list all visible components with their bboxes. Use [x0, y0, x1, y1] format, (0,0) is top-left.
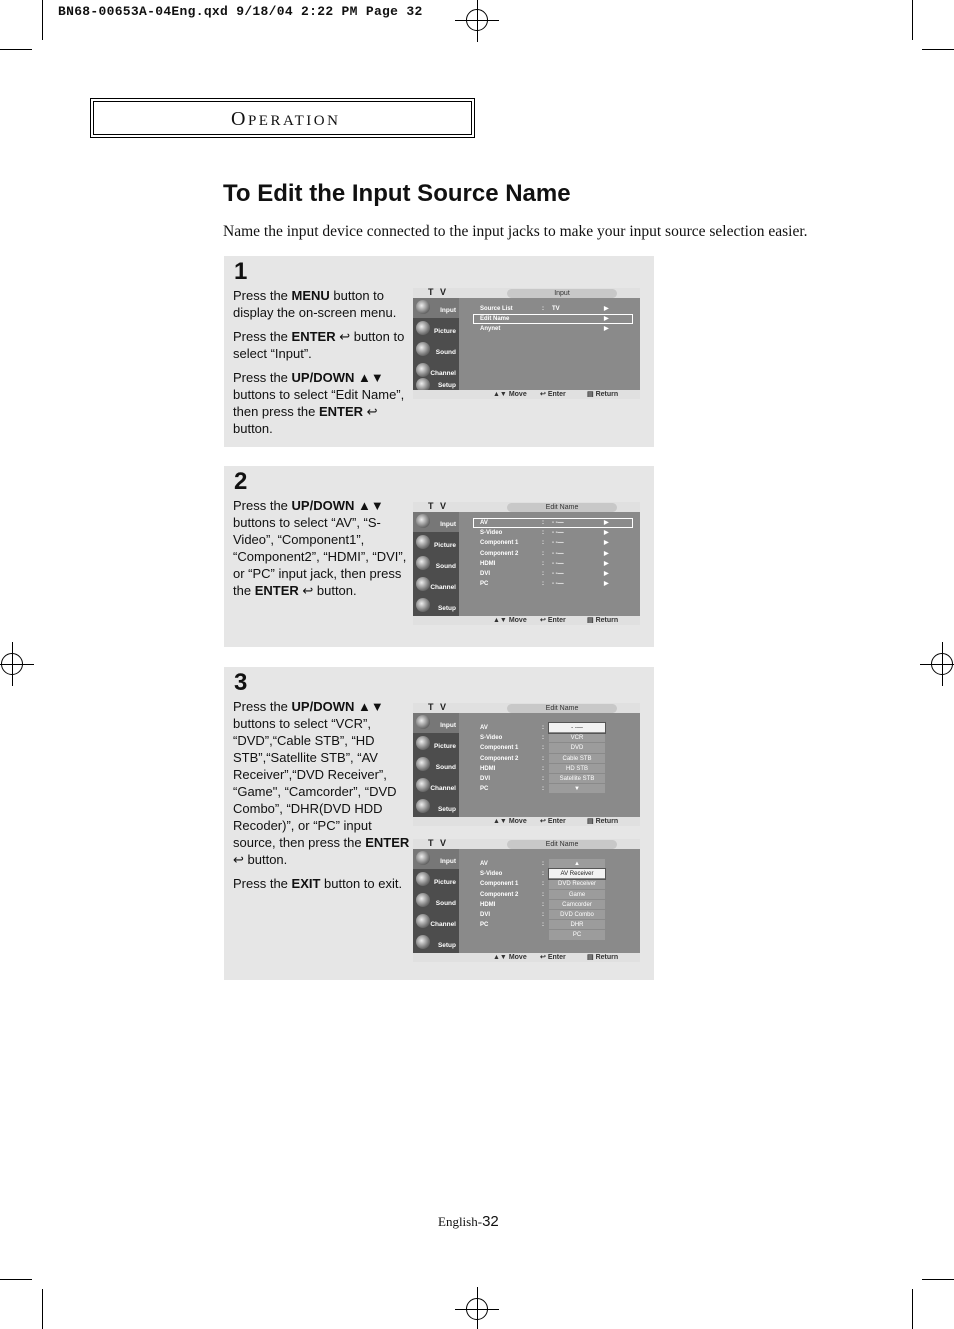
tv-osd-screen: T V Input Input Picture Sound Channel Setup Source List : TV ▶ Edit Name ▶ Anynet ▶ ▲▼ Move ↩ Enter ▤ Return: [413, 288, 640, 399]
step-1-panel: [224, 256, 654, 447]
dropdown-option-selected: - -—: [549, 723, 605, 733]
picture-icon: [416, 872, 430, 886]
sound-icon: [416, 342, 430, 356]
picture-icon: [416, 736, 430, 750]
dropdown-option: DVD Combo: [549, 910, 605, 920]
step-paragraph: Press the UP/DOWN ▲▼ buttons to select “AV”, “S-Video”, “Component1”, “Component2”, “HDMI”, “DVI”, or “PC” input jack, then press the ENTER ↩ button.: [233, 498, 407, 598]
osd-sidebar: Input Picture Sound Channel Setup: [413, 713, 459, 817]
print-slug: BN68-00653A-04Eng.qxd 9/18/04 2:22 PM Page 32: [58, 4, 423, 19]
step-number: 2: [234, 468, 248, 495]
input-icon: [416, 851, 430, 865]
crop-mark: [912, 0, 913, 40]
crop-mark: [922, 49, 954, 50]
step-2-panel: [224, 466, 654, 647]
osd-row: Anynet ▶: [480, 326, 609, 333]
osd-row-selected: Edit Name ▶: [473, 314, 633, 324]
osd-help-bar: ▲▼ Move ↩ Enter ▤ Return: [413, 817, 640, 826]
picture-icon: [416, 321, 430, 335]
osd-dropdown-list: [549, 859, 605, 941]
osd-side-input: Input: [413, 298, 459, 318]
page-title: To Edit the Input Source Name: [223, 180, 571, 207]
input-icon: [416, 514, 430, 528]
enter-icon: ↩: [363, 404, 378, 419]
up-down-triangle-icon: ▲▼: [354, 699, 384, 714]
sound-icon: [416, 556, 430, 570]
step-number: 1: [234, 258, 248, 285]
tv-osd-screen: T V Edit Name Input Picture Sound Channel Setup AV : S-Video : Component 1 : Component 2 : HDMI : DVI : PC : ▲ AV Receiver DVD Receiver Game Camcorder DVD Combo DHR PC ▲▼ Move ↩ Enter ▤ Return: [413, 839, 640, 962]
osd-side-channel: Channel: [413, 361, 459, 381]
dropdown-option: DVD Receiver: [549, 879, 605, 889]
step-instructions: [233, 698, 411, 899]
dropdown-option: DVD: [549, 743, 605, 753]
osd-side-picture: Picture: [413, 319, 459, 339]
enter-icon: ↩: [335, 329, 351, 344]
step-instructions: [233, 497, 411, 606]
channel-icon: [416, 914, 430, 928]
section-title: OPERATION: [231, 108, 341, 130]
registration-mark-icon: [1, 653, 23, 675]
tv-osd-screen: T V Edit Name Input Picture Sound Channel Setup AV : S-Video : Component 1 : Component 2 : HDMI : DVI : PC : - -— VCR DVD Cable STB HD STB Satellite STB ▼ ▲▼ Move ↩ Enter ▤ Return: [413, 703, 640, 826]
osd-side-sound: Sound: [413, 340, 459, 360]
crop-mark: [912, 1289, 913, 1329]
osd-help-bar: ▲▼ Move ↩ Enter ▤ Return: [413, 390, 640, 399]
osd-menu-list: AV : S-Video : Component 1 : Component 2 : HDMI : DVI : PC :: [480, 725, 544, 793]
osd-row: Source List : TV ▶: [480, 306, 609, 312]
tv-osd-screen: T V Edit Name Input Picture Sound Channel Setup AV : - -— ▶ S-Video : - -— ▶ Component 1 : - -— ▶ Component 2 : - -— ▶ HDMI : - -— ▶ DVI : - -— ▶ PC : - -— ▶ ▲▼ Move ↩ Enter ▤ Return: [413, 502, 640, 625]
dropdown-scroll-up-icon: ▲: [549, 859, 605, 869]
step-number: 3: [234, 669, 248, 696]
osd-sidebar: Input Picture Sound Channel Setup: [413, 512, 459, 616]
channel-icon: [416, 577, 430, 591]
osd-sidebar: [413, 298, 459, 390]
up-down-triangle-icon: ▲▼: [354, 370, 384, 385]
dropdown-option: Game: [549, 890, 605, 900]
dropdown-scroll-down-icon: ▼: [549, 784, 605, 794]
setup-icon: [416, 799, 430, 813]
step-paragraph: Press the ENTER ↩ button to select “Input”.: [233, 329, 405, 361]
crop-mark: [922, 1279, 954, 1280]
osd-side-setup: Setup: [413, 382, 459, 390]
enter-icon: ↩: [298, 583, 314, 598]
sound-icon: [416, 893, 430, 907]
dropdown-option: Satellite STB: [549, 774, 605, 784]
dropdown-option-selected: AV Receiver: [549, 869, 605, 879]
osd-help-bar: ▲▼ Move ↩ Enter ▤ Return: [413, 953, 640, 962]
step-paragraph: Press the UP/DOWN ▲▼ buttons to select “Edit Name”, then press the ENTER ↩ button.: [233, 370, 405, 436]
step-paragraph: Press the UP/DOWN ▲▼ buttons to select “VCR”, “DVD”,“Cable STB”, “HD STB”,“Satellite STB”, “AV Receiver”,“DVD Receiver”, “Game", “Camcorder”, “DVD Combo”, “DHR(DVD HDD Recoder)”, or “PC” input source, then press the ENTER ↩ button.: [233, 699, 410, 867]
channel-icon: [416, 363, 430, 377]
osd-menu-list: AV : - -— ▶ S-Video : - -— ▶ Component 1 : - -— ▶ Component 2 : - -— ▶ HDMI : - -— ▶ DVI : - -— ▶ PC : - -— ▶: [473, 518, 633, 589]
osd-menu-list: [473, 304, 633, 335]
picture-icon: [416, 535, 430, 549]
up-down-triangle-icon: ▲▼: [354, 498, 384, 513]
dropdown-option: PC: [549, 930, 605, 940]
registration-mark-icon: [931, 653, 953, 675]
dropdown-option: Cable STB: [549, 754, 605, 764]
step-3-panel: [224, 667, 654, 980]
setup-icon: [416, 935, 430, 949]
registration-mark-icon: [466, 9, 488, 31]
dropdown-option: VCR: [549, 733, 605, 743]
osd-help-bar: ▲▼ Move ↩ Enter ▤ Return: [413, 616, 640, 625]
step-instructions: [233, 287, 411, 444]
enter-icon: ↩: [233, 852, 244, 867]
input-icon: [416, 300, 430, 314]
dropdown-option: DHR: [549, 920, 605, 930]
osd-menu-list: AV : S-Video : Component 1 : Component 2 : HDMI : DVI : PC :: [480, 861, 544, 929]
osd-dropdown-list: [549, 723, 605, 794]
crop-mark: [0, 1279, 32, 1280]
page-footer: English-32: [438, 1213, 499, 1230]
crop-mark: [42, 0, 43, 40]
step-paragraph: Press the MENU button to display the on-screen menu.: [233, 288, 397, 320]
dropdown-option: HD STB: [549, 764, 605, 774]
intro-text: Name the input device connected to the input jacks to make your input source selection easier.: [223, 223, 808, 240]
crop-mark: [42, 1289, 43, 1329]
osd-sidebar: Input Picture Sound Channel Setup: [413, 849, 459, 953]
step-paragraph: Press the EXIT button to exit.: [233, 876, 403, 891]
crop-mark: [0, 49, 32, 50]
input-icon: [416, 715, 430, 729]
dropdown-option: Camcorder: [549, 900, 605, 910]
section-header: [90, 98, 475, 138]
channel-icon: [416, 778, 430, 792]
sound-icon: [416, 757, 430, 771]
registration-mark-icon: [466, 1298, 488, 1320]
setup-icon: [416, 598, 430, 612]
